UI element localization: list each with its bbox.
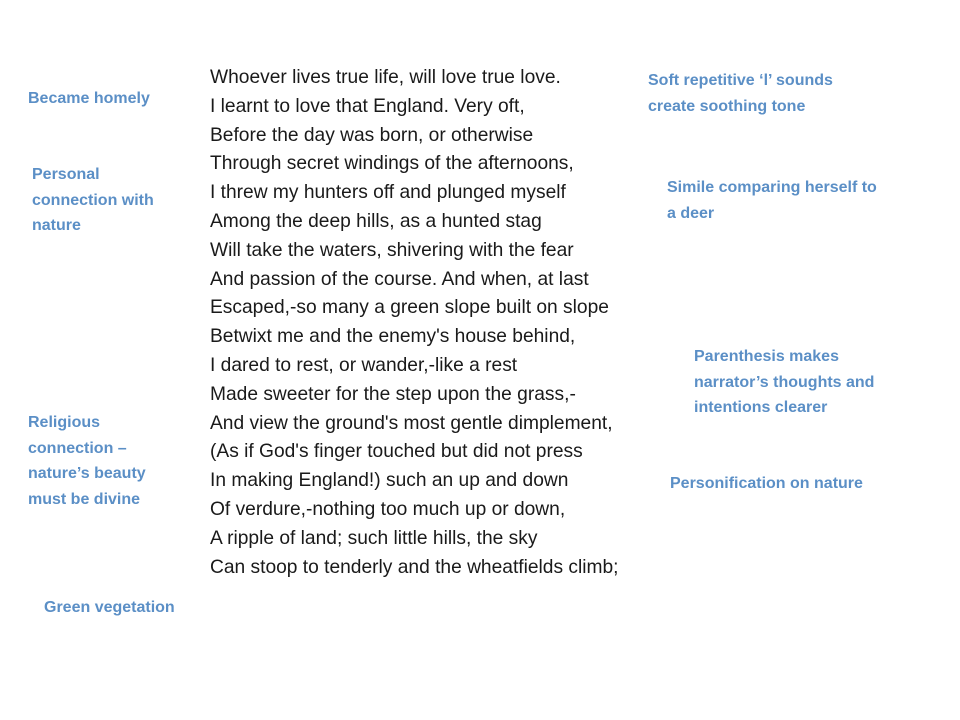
poem-line: Made sweeter for the step upon the grass,-	[210, 383, 576, 405]
annotation-line: Simile comparing herself to	[667, 179, 877, 196]
poem-line: Betwixt me and the enemy's house behind,	[210, 326, 576, 348]
poem-line: Whoever lives true life, will love true love.	[210, 67, 561, 88]
poem-line: Will take the waters, shivering with the fear	[210, 239, 574, 261]
poem-line: I dared to rest, or wander,-like a rest	[210, 354, 518, 376]
poem-line: Of verdure,-nothing too much up or down,	[210, 498, 566, 520]
poem-line: Can stoop to tenderly and the wheatfields climb;	[210, 556, 619, 578]
annotation-line: Personification on nature	[670, 475, 863, 492]
poem-line: A ripple of land; such little hills, the sky	[210, 527, 538, 549]
poem-line: (As if God's finger touched but did not press	[210, 441, 583, 463]
annotation-line: connection with	[32, 191, 154, 209]
poem-line: Escaped,-so many a green slope built on slope	[210, 297, 609, 319]
poem-line: I threw my hunters off and plunged myself	[210, 182, 566, 204]
annotation-line: Became homely	[28, 90, 150, 107]
annotation-religious-connection	[28, 410, 146, 512]
annotation-line: narrator’s thoughts and	[694, 373, 875, 391]
annotation-simile	[667, 175, 877, 226]
poem-line: I learnt to love that England. Very oft,	[210, 95, 525, 117]
annotation-line: Green vegetation	[44, 599, 175, 616]
annotation-soft-sounds	[648, 68, 833, 119]
poem-line: Through secret windings of the afternoons,	[210, 153, 574, 175]
annotation-line: a deer	[667, 204, 715, 222]
annotation-line: nature	[32, 217, 81, 235]
poem-line: In making England!) such an up and down	[210, 470, 569, 492]
poem-line: Among the deep hills, as a hunted stag	[210, 210, 542, 232]
annotation-line: must be divine	[28, 490, 141, 508]
poem-line: And view the ground's most gentle dimplement,	[210, 412, 613, 434]
annotation-line: Soft repetitive ‘l’ sounds	[648, 72, 833, 89]
annotation-line: Parenthesis makes	[694, 348, 839, 365]
annotation-personification	[670, 471, 863, 497]
annotation-line: create soothing tone	[648, 97, 806, 115]
annotation-green-vegetation	[44, 595, 175, 621]
poem-line: And passion of the course. And when, at last	[210, 268, 589, 290]
annotation-parenthesis	[694, 344, 874, 421]
annotation-line: connection –	[28, 439, 127, 457]
annotation-line: intentions clearer	[694, 399, 828, 417]
poem-text	[210, 64, 710, 582]
annotation-became-homely	[28, 86, 150, 112]
annotation-line: Personal	[32, 166, 100, 183]
annotation-line: Religious	[28, 414, 101, 431]
annotation-personal-connection	[32, 162, 154, 239]
annotation-line: nature’s beauty	[28, 465, 146, 483]
poem-line: Before the day was born, or otherwise	[210, 124, 534, 146]
